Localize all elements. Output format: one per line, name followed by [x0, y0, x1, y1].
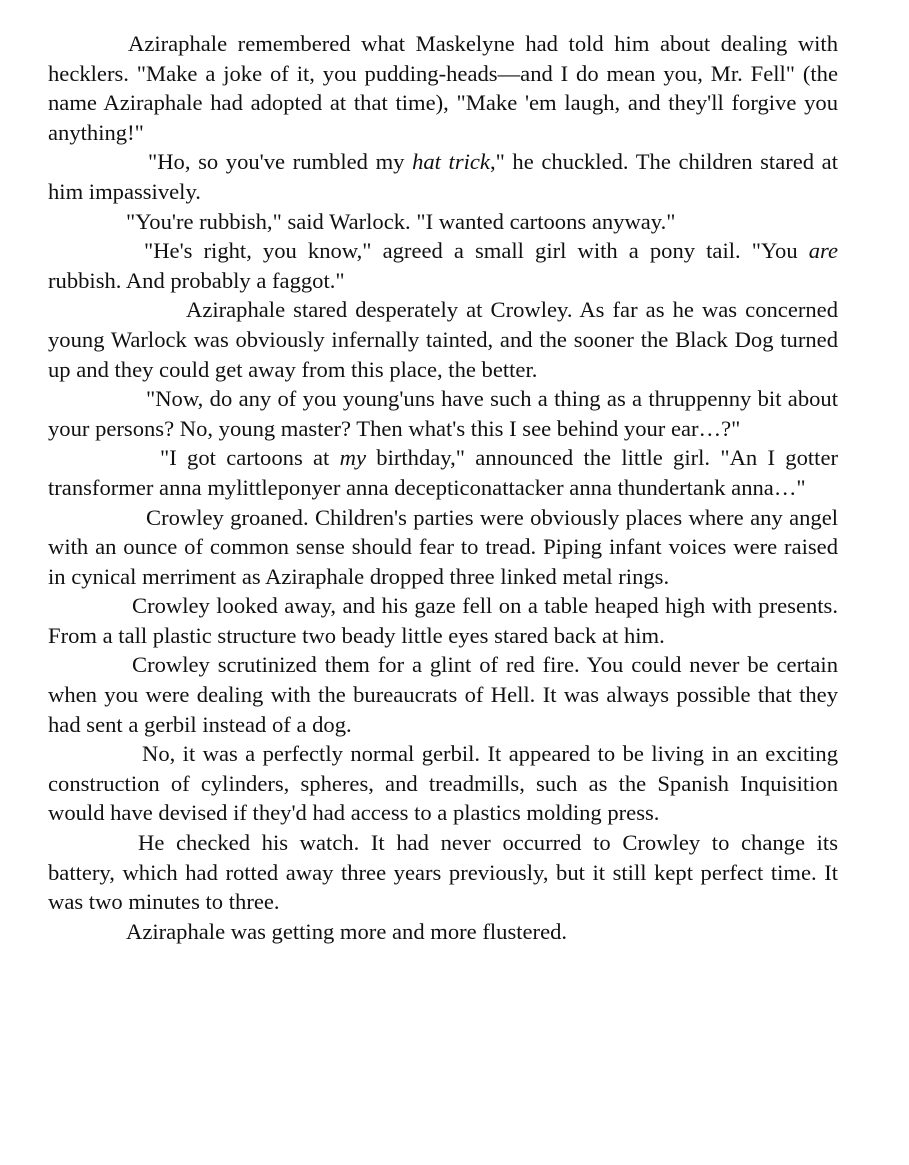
- paragraph-5: [48, 295, 838, 384]
- paragraph-4-text-a: "He's right, you know," agreed a small girl with a pony tail. "You: [144, 238, 809, 264]
- paragraph-12-text: He checked his watch. It had never occurred to Crowley to change its battery, which had rotted away three years previously, but it still kept perfect time. It was two minutes to three.: [48, 830, 838, 915]
- paragraph-11: [48, 739, 838, 828]
- paragraph-2-emphasis: hat trick: [412, 149, 490, 175]
- paragraph-6-text: "Now, do any of you young'uns have such a thing as a thruppenny bit about your persons? No, young master? Then what's this I see behind your ear…?": [48, 386, 838, 441]
- paragraph-3-text: "You're rubbish," said Warlock. "I wanted cartoons anyway.": [126, 208, 676, 234]
- paragraph-1-text: Aziraphale remembered what Maskelyne had told him about dealing with hecklers. "Make a joke of it, you pudding-heads—and I do mean you, Mr. Fell" (the name Aziraphale had adopted at that time), "Make 'em laugh, and they'll forgive you anything!": [48, 31, 838, 145]
- paragraph-12: [48, 828, 838, 917]
- paragraph-13: [48, 917, 838, 947]
- paragraph-13-text: Aziraphale was getting more and more flustered.: [126, 918, 568, 944]
- paragraph-4: [48, 236, 838, 295]
- paragraph-7-text-a: "I got cartoons at: [160, 445, 340, 471]
- paragraph-2-text-b: ," he chuckled. The children stared at him impassively.: [48, 149, 838, 204]
- paragraph-8-text: Crowley groaned. Children's parties were obviously places where any angel with an ounce of common sense should fear to tread. Piping infant voices were raised in cynical merriment as Aziraphale dropped three linked metal rings.: [48, 504, 838, 589]
- paragraph-6: [48, 384, 838, 443]
- paragraph-7-emphasis: my: [339, 445, 366, 471]
- paragraph-10: [48, 650, 838, 739]
- paragraph-2: [48, 147, 838, 206]
- paragraph-9: [48, 591, 838, 650]
- book-page: [48, 29, 838, 946]
- paragraph-7: [48, 443, 838, 502]
- paragraph-4-text-b: rubbish. And probably a faggot.": [48, 267, 345, 293]
- paragraph-2-text-a: "Ho, so you've rumbled my: [148, 149, 413, 175]
- paragraph-3: [48, 207, 838, 237]
- paragraph-9-text: Crowley looked away, and his gaze fell on a table heaped high with presents. From a tall plastic structure two beady little eyes stared back at him.: [48, 593, 838, 648]
- paragraph-7-text-b: birthday," announced the little girl. "An I gotter transformer anna mylittleponyer anna decepticonattacker anna thundertank anna…": [48, 445, 838, 500]
- paragraph-10-text: Crowley scrutinized them for a glint of red fire. You could never be certain when you were dealing with the bureaucrats of Hell. It was always possible that they had sent a gerbil instead of a dog.: [48, 652, 838, 737]
- paragraph-8: [48, 503, 838, 592]
- paragraph-5-text: Aziraphale stared desperately at Crowley. As far as he was concerned young Warlock was obviously infernally tainted, and the sooner the Black Dog turned up and they could get away from this place, the better.: [48, 297, 838, 382]
- paragraph-1: [48, 29, 838, 147]
- paragraph-11-text: No, it was a perfectly normal gerbil. It appeared to be living in an exciting construction of cylinders, spheres, and treadmills, such as the Spanish Inquisition would have devised if they'd had access to a plastics molding press.: [48, 741, 838, 826]
- paragraph-4-emphasis: are: [808, 238, 838, 264]
